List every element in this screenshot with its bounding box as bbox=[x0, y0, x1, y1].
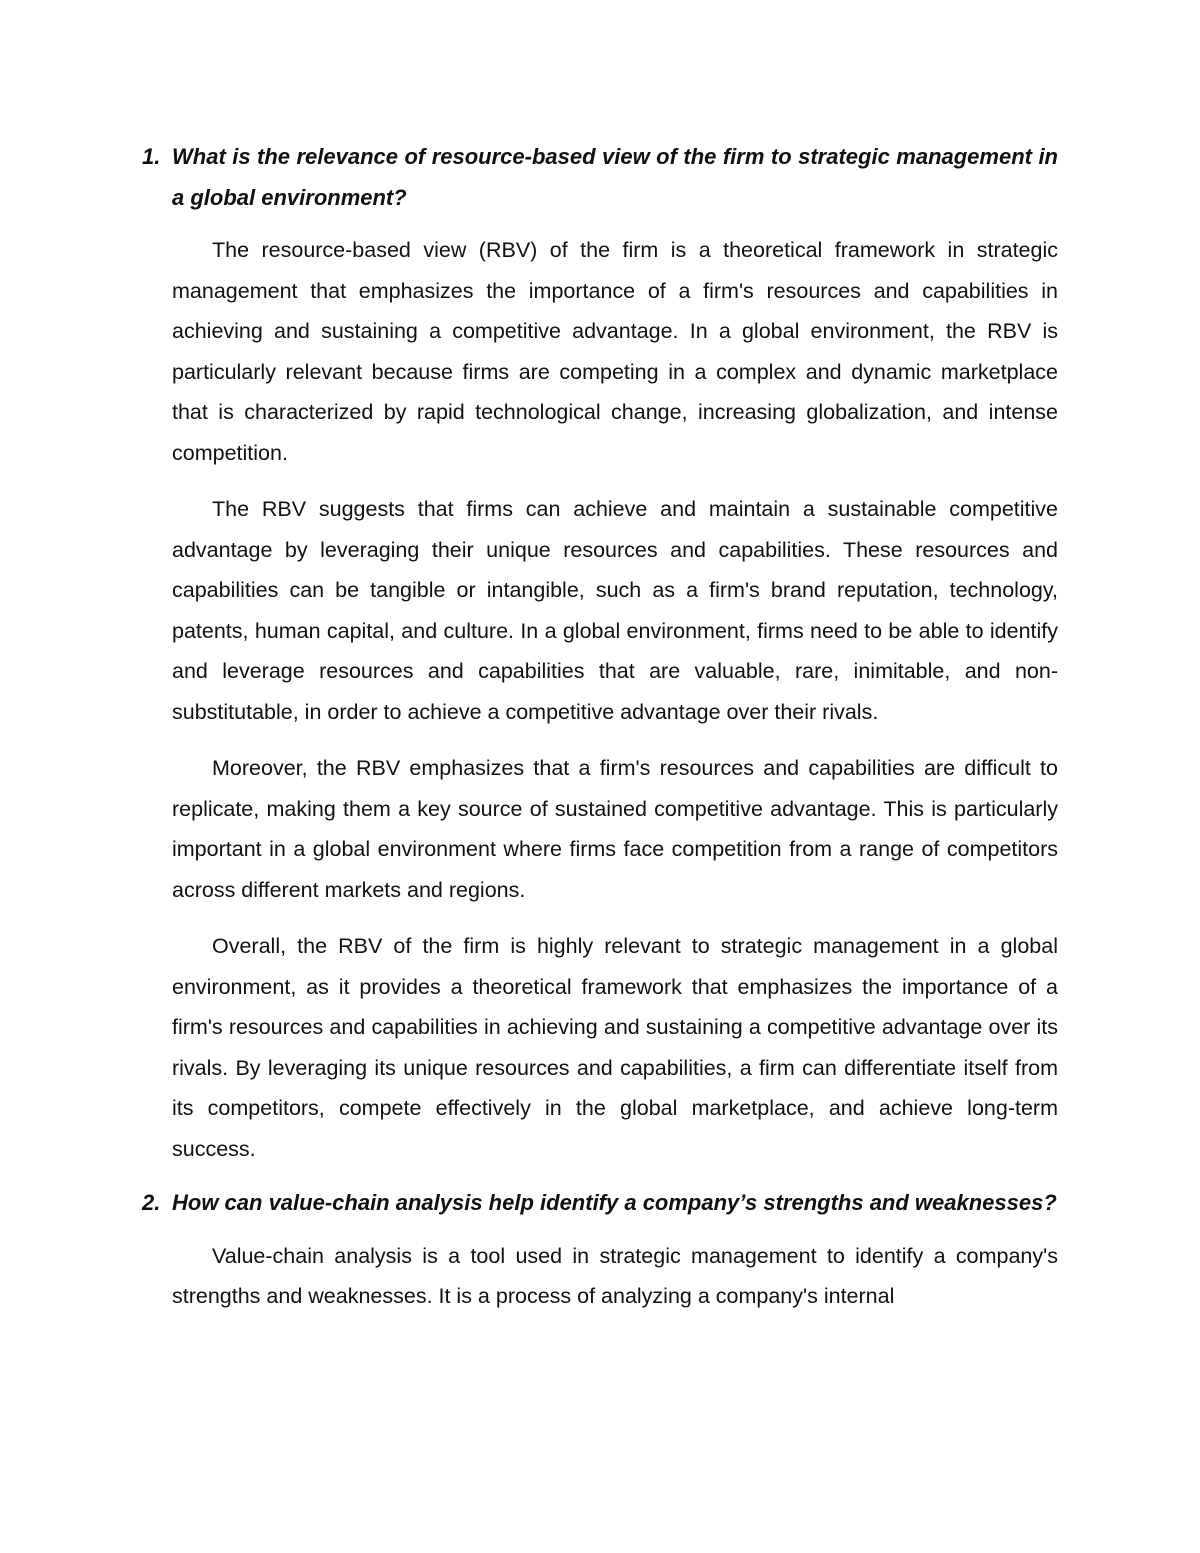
question-number: 1. bbox=[142, 144, 161, 169]
question-2-heading bbox=[142, 1183, 1058, 1224]
paragraph: The RBV suggests that firms can achieve and maintain a sustainable competitive advantage by leveraging their unique resources and capabilities. These resources and capabilities can be tangible or intangible, such as a firm's brand reputation, technology, patents, human capital, and culture. In a global environment, firms need to be able to identify and leverage resources and capabilities that are valuable, rare, inimitable, and non-substitutable, in order to achieve a competitive advantage over their rivals. bbox=[172, 497, 1058, 724]
paragraph: The resource-based view (RBV) of the firm is a theoretical framework in strategic management that emphasizes the importance of a firm's resources and capabilities in achieving and sustaining a competitive advantage. In a global environment, the RBV is particularly relevant because firms are competing in a complex and dynamic marketplace that is characterized by rapid technological change, increasing globalization, and intense competition. bbox=[172, 238, 1058, 465]
paragraph: Value-chain analysis is a tool used in strategic management to identify a company's strengths and weaknesses. It is a process of analyzing a company's internal bbox=[172, 1243, 1058, 1308]
question-text: How can value-chain analysis help identify a company’s strengths and weaknesses? bbox=[172, 1190, 1057, 1215]
paragraph: Overall, the RBV of the firm is highly relevant to strategic management in a global environment, as it provides a theoretical framework that emphasizes the importance of a firm's resources and capabilities in achieving and sustaining a competitive advantage over its rivals. By leveraging its unique resources and capabilities, a firm can differentiate itself from its competitors, compete effectively in the global marketplace, and achieve long-term success. bbox=[172, 934, 1058, 1161]
question-1-heading bbox=[142, 137, 1058, 218]
document-body bbox=[142, 137, 1058, 1317]
paragraph: Moreover, the RBV emphasizes that a firm's resources and capabilities are difficult to replicate, making them a key source of sustained competitive advantage. This is particularly important in a global environment where firms face competition from a range of competitors across different markets and regions. bbox=[172, 756, 1058, 902]
question-number: 2. bbox=[142, 1190, 161, 1215]
question-text: What is the relevance of resource-based view of the firm to strategic management in a global environment? bbox=[172, 144, 1058, 210]
